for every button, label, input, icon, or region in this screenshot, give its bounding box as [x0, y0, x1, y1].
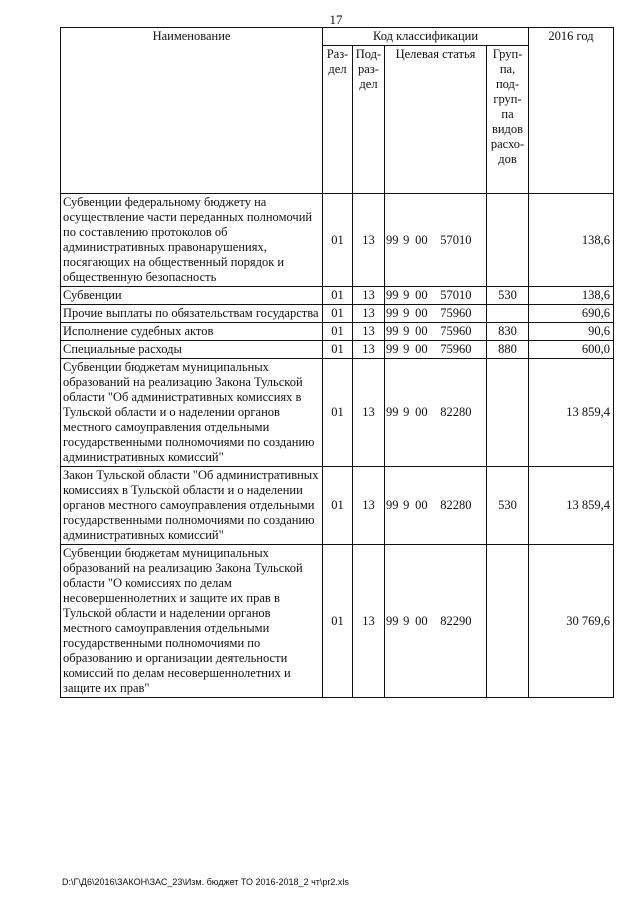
row-group: [487, 545, 529, 698]
row-podrazdel: 13: [353, 305, 385, 323]
page-number: 17: [329, 12, 343, 27]
row-target: [385, 545, 487, 698]
row-target: [385, 287, 487, 305]
header-row-1: [61, 28, 614, 46]
row-target-program: 99: [386, 306, 399, 320]
row-target-main: 00: [415, 405, 428, 419]
table-row: [61, 359, 614, 467]
row-amount: 90,6: [529, 323, 614, 341]
table-row: [61, 341, 614, 359]
table-row: [61, 467, 614, 545]
row-target-direction: 82290: [440, 613, 472, 628]
row-target-subprogram: 9: [403, 613, 410, 628]
row-amount: 13 859,4: [529, 359, 614, 467]
row-name: Прочие выплаты по обязательствам государства: [61, 305, 323, 323]
row-podrazdel: 13: [353, 287, 385, 305]
row-target-main: 00: [415, 498, 428, 512]
header-year: 2016 год: [529, 28, 614, 194]
row-target-program: 99: [386, 613, 399, 628]
header-group: Груп- па, под- груп- па видов расхо- дов: [487, 46, 529, 194]
table-row: [61, 545, 614, 698]
budget-table: [60, 27, 614, 698]
row-razdel: 01: [323, 305, 353, 323]
row-target-subprogram: 9: [403, 324, 410, 338]
row-group: 830: [487, 323, 529, 341]
row-target-direction: 57010: [440, 288, 472, 302]
row-razdel: 01: [323, 287, 353, 305]
row-target-subprogram: 9: [403, 306, 410, 320]
row-podrazdel: 13: [353, 323, 385, 341]
row-target-subprogram: 9: [403, 342, 410, 356]
row-amount: 30 769,6: [529, 545, 614, 698]
file-path-footer: D:\Г\Д6\2016\ЗАКОН\ЗАС_23\Изм. бюджет ТО 2016-2018_2 чт\pr2.xls: [62, 877, 349, 887]
row-name: Субвенции федеральному бюджету на осуществление части переданных полномочий по составлению протоколов об административных правонарушениях, посягающих на общественный порядок и общественную безопасность: [61, 194, 323, 287]
row-amount: 690,6: [529, 305, 614, 323]
row-target-program: 99: [386, 342, 399, 356]
row-razdel: 01: [323, 545, 353, 698]
table-row: [61, 323, 614, 341]
row-target-main: 00: [415, 232, 428, 247]
row-target-main: 00: [415, 288, 428, 302]
row-razdel: 01: [323, 323, 353, 341]
row-razdel: 01: [323, 359, 353, 467]
row-target-main: 00: [415, 306, 428, 320]
row-target: [385, 305, 487, 323]
row-podrazdel: 13: [353, 194, 385, 287]
row-name: Субвенции: [61, 287, 323, 305]
row-name: Субвенции бюджетам муниципальных образований на реализацию Закона Тульской области "Об административных комиссиях в Тульской области и о наделении органов местного самоуправления отдельными государственными полномочиями по созданию административных комиссий": [61, 359, 323, 467]
table-row: [61, 194, 614, 287]
row-target-direction: 82280: [440, 498, 472, 512]
row-target-subprogram: 9: [403, 405, 410, 419]
row-target-program: 99: [386, 324, 399, 338]
row-target-direction: 75960: [440, 324, 472, 338]
row-name: Исполнение судебных актов: [61, 323, 323, 341]
row-razdel: 01: [323, 467, 353, 545]
row-target: [385, 323, 487, 341]
row-name: Закон Тульской области "Об административных комиссиях в Тульской области и о наделении органов местного самоуправления отдельными государственными полномочиями по созданию административных комиссий": [61, 467, 323, 545]
row-podrazdel: 13: [353, 359, 385, 467]
row-target: [385, 194, 487, 287]
row-target-direction: 75960: [440, 342, 472, 356]
header-name: Наименование: [61, 28, 323, 194]
row-target-program: 99: [386, 232, 399, 247]
header-target: Целевая статья: [385, 46, 487, 194]
row-group: [487, 305, 529, 323]
row-target: [385, 467, 487, 545]
row-target-main: 00: [415, 613, 428, 628]
row-podrazdel: 13: [353, 341, 385, 359]
table-row: [61, 305, 614, 323]
row-target-main: 00: [415, 342, 428, 356]
row-group: 530: [487, 287, 529, 305]
header-code-group: Код классификации: [323, 28, 529, 46]
row-target: [385, 359, 487, 467]
row-group: 880: [487, 341, 529, 359]
row-podrazdel: 13: [353, 545, 385, 698]
row-razdel: 01: [323, 341, 353, 359]
row-amount: 600,0: [529, 341, 614, 359]
row-target-program: 99: [386, 498, 399, 512]
row-razdel: 01: [323, 194, 353, 287]
row-amount: 13 859,4: [529, 467, 614, 545]
row-target-direction: 75960: [440, 306, 472, 320]
row-amount: 138,6: [529, 194, 614, 287]
row-group: [487, 359, 529, 467]
row-name: Субвенции бюджетам муниципальных образований на реализацию Закона Тульской области "О комиссиях по делам несовершеннолетних и защите их прав в Тульской области и наделении органов местного самоуправления отдельными государственными полномочиями по образованию и организации деятельности комиссий по делам несовершеннолетних и защите их прав": [61, 545, 323, 698]
row-target-direction: 82280: [440, 405, 472, 419]
row-target-direction: 57010: [440, 232, 472, 247]
header-subsection: Под- раз- дел: [353, 46, 385, 194]
row-group: 530: [487, 467, 529, 545]
row-target: [385, 341, 487, 359]
row-target-program: 99: [386, 405, 399, 419]
row-target-subprogram: 9: [403, 498, 410, 512]
row-amount: 138,6: [529, 287, 614, 305]
row-target-subprogram: 9: [403, 288, 410, 302]
row-target-program: 99: [386, 288, 399, 302]
row-podrazdel: 13: [353, 467, 385, 545]
table-row: [61, 287, 614, 305]
row-name: Специальные расходы: [61, 341, 323, 359]
header-section: Раз- дел: [323, 46, 353, 194]
row-group: [487, 194, 529, 287]
row-target-main: 00: [415, 324, 428, 338]
row-target-subprogram: 9: [403, 232, 410, 247]
